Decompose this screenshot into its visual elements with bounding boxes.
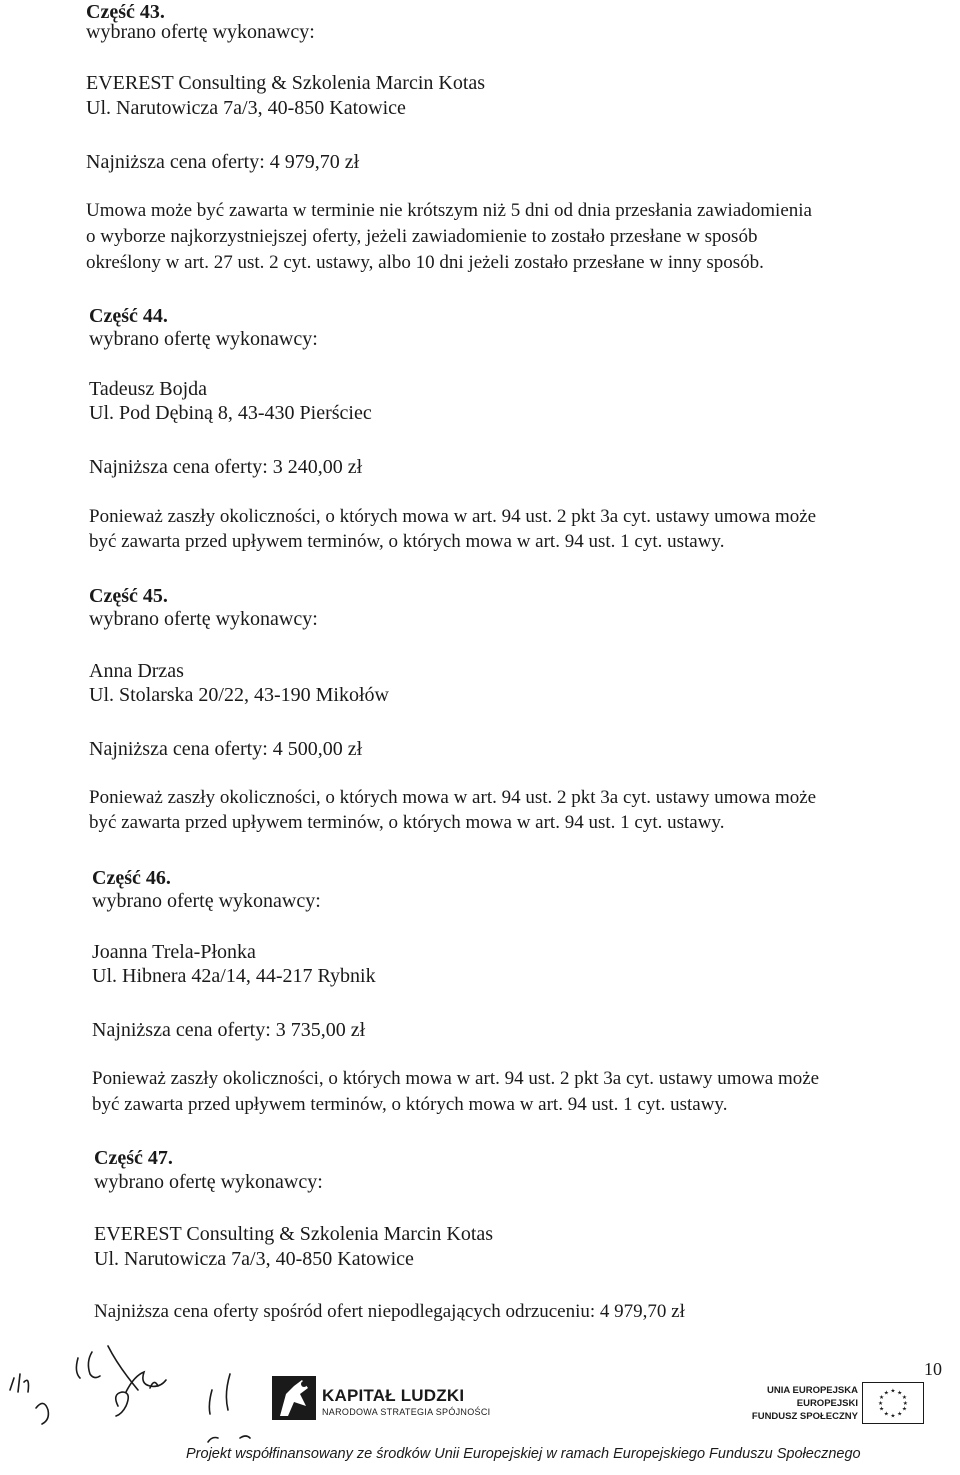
eu-flag bbox=[862, 1382, 924, 1424]
section-47-contractor-address: Ul. Narutowicza 7a/3, 40-850 Katowice bbox=[94, 1248, 414, 1270]
section-44-note-line-1: Ponieważ zaszły okoliczności, o których mowa w art. 94 ust. 2 pkt 3a cyt. ustawy umowa może bbox=[89, 506, 817, 527]
section-43-contractor-address: Ul. Narutowicza 7a/3, 40-850 Katowice bbox=[86, 97, 406, 119]
page-number: 10 bbox=[924, 1359, 942, 1379]
section-47-contractor-name: EVEREST Consulting & Szkolenia Marcin Kotas bbox=[94, 1223, 494, 1245]
section-44-lowest-price: Najniższa cena oferty: 3 240,00 zł bbox=[89, 456, 363, 478]
section-45-note-line-1: Ponieważ zaszły okoliczności, o których mowa w art. 94 ust. 2 pkt 3a cyt. ustawy umowa może bbox=[89, 787, 817, 808]
kapital-ludzki-title: KAPITAŁ LUDZKI bbox=[322, 1386, 465, 1405]
kapital-ludzki-subtitle: NARODOWA STRATEGIA SPÓJNOŚCI bbox=[322, 1407, 491, 1417]
kapital-ludzki-logo bbox=[272, 1376, 316, 1420]
eu-line-1: UNIA EUROPEJSKA bbox=[767, 1385, 858, 1396]
svg-text:★: ★ bbox=[879, 1395, 885, 1402]
section-43-heading: Część 43. bbox=[86, 1, 165, 23]
svg-text:★: ★ bbox=[901, 1395, 907, 1402]
svg-text:★: ★ bbox=[890, 1413, 896, 1420]
eu-line-2: EUROPEJSKI bbox=[796, 1398, 858, 1409]
svg-text:★: ★ bbox=[878, 1400, 884, 1407]
section-43-note-line-2: o wyborze najkorzystniejszej oferty, jeżeli zawiadomienie to zostało przesłane w sposób bbox=[86, 226, 758, 247]
section-46-heading: Część 46. bbox=[92, 867, 171, 889]
section-45-note-line-2: być zawarta przed upływem terminów, o których mowa w art. 94 ust. 1 cyt. ustawy. bbox=[89, 812, 725, 833]
section-46-selected-label: wybrano ofertę wykonawcy: bbox=[92, 890, 321, 912]
section-46-contractor-address: Ul. Hibnera 42a/14, 44-217 Rybnik bbox=[92, 965, 376, 987]
section-45-heading: Część 45. bbox=[89, 585, 168, 607]
section-44-contractor-name: Tadeusz Bojda bbox=[89, 378, 208, 400]
section-44-selected-label: wybrano ofertę wykonawcy: bbox=[89, 328, 318, 350]
section-46-lowest-price: Najniższa cena oferty: 3 735,00 zł bbox=[92, 1019, 366, 1041]
svg-text:★: ★ bbox=[897, 1411, 903, 1418]
section-46-contractor-name: Joanna Trela-Płonka bbox=[92, 941, 256, 963]
section-47-selected-label: wybrano ofertę wykonawcy: bbox=[94, 1171, 323, 1193]
section-46-note-line-2: być zawarta przed upływem terminów, o których mowa w art. 94 ust. 1 cyt. ustawy. bbox=[92, 1094, 728, 1115]
svg-text:★: ★ bbox=[890, 1388, 896, 1395]
svg-text:★: ★ bbox=[879, 1406, 885, 1413]
section-44-note-line-2: być zawarta przed upływem terminów, o których mowa w art. 94 ust. 1 cyt. ustawy. bbox=[89, 531, 725, 552]
eu-line-3: FUNDUSZ SPOŁECZNY bbox=[751, 1411, 858, 1422]
svg-text:★: ★ bbox=[883, 1390, 889, 1397]
svg-text:★: ★ bbox=[901, 1406, 907, 1413]
section-45-contractor-address: Ul. Stolarska 20/22, 43-190 Mikołów bbox=[89, 684, 389, 706]
section-45-contractor-name: Anna Drzas bbox=[89, 660, 184, 682]
section-43-note-line-1: Umowa może być zawarta w terminie nie krótszym niż 5 dni od dnia przesłania zawiadomienia bbox=[86, 200, 812, 221]
section-43-selected-label: wybrano ofertę wykonawcy: bbox=[86, 21, 315, 43]
section-43-lowest-price: Najniższa cena oferty: 4 979,70 zł bbox=[86, 151, 360, 173]
section-46-note-line-1: Ponieważ zaszły okoliczności, o których mowa w art. 94 ust. 2 pkt 3a cyt. ustawy umowa może bbox=[92, 1068, 820, 1089]
project-cofinancing-note: Projekt współfinansowany ze środków Unii Europejskiej w ramach Europejskiego Funduszu Społecznego bbox=[186, 1446, 861, 1462]
section-47-lowest-price: Najniższa cena oferty spośród ofert niepodlegających odrzuceniu: 4 979,70 zł bbox=[94, 1301, 685, 1322]
section-44-heading: Część 44. bbox=[89, 305, 168, 327]
section-44-contractor-address: Ul. Pod Dębiną 8, 43-430 Pierściec bbox=[89, 402, 372, 424]
svg-text:★: ★ bbox=[902, 1400, 908, 1407]
section-43-note-line-3: określony w art. 27 ust. 2 cyt. ustawy, albo 10 dni jeżeli zostało przesłane w inny sposób. bbox=[86, 252, 764, 273]
section-43-contractor-name: EVEREST Consulting & Szkolenia Marcin Kotas bbox=[86, 72, 486, 94]
svg-text:★: ★ bbox=[883, 1411, 889, 1418]
section-45-selected-label: wybrano ofertę wykonawcy: bbox=[89, 608, 318, 630]
section-47-heading: Część 47. bbox=[94, 1147, 173, 1169]
section-45-lowest-price: Najniższa cena oferty: 4 500,00 zł bbox=[89, 738, 363, 760]
svg-text:★: ★ bbox=[897, 1390, 903, 1397]
